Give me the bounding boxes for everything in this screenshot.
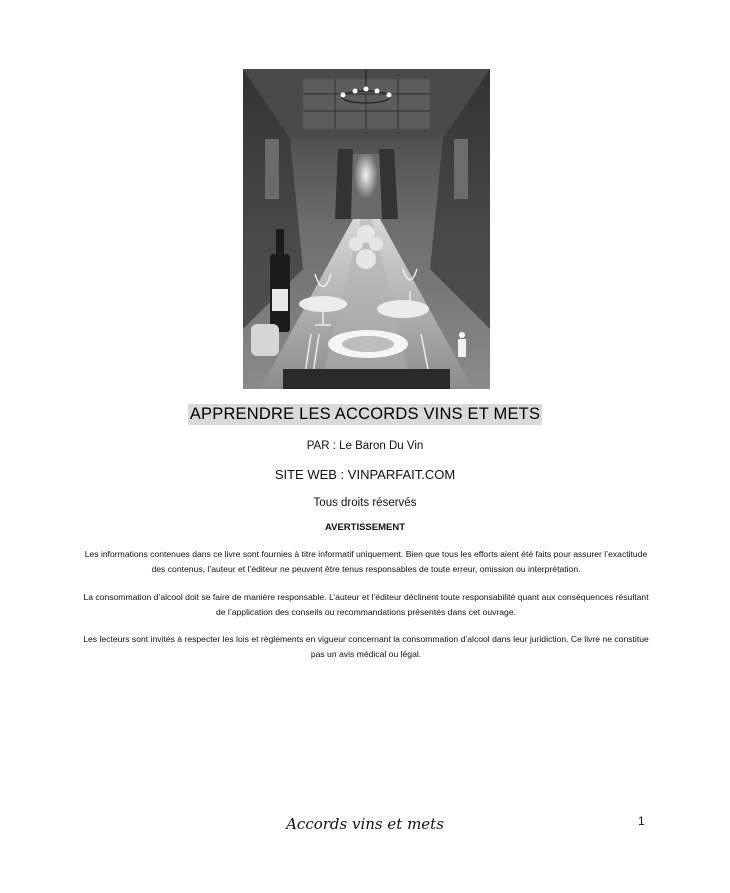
disclaimer-paragraph: La consommation d’alcool doit se faire de manière responsable. L’auteur et l’éditeur déclinent toute responsabilité quant aux conséquences résultant de l’application des conseils ou recommandations présentés dans cet ouvrage. (83, 592, 649, 617)
banquet-table-photo-icon (243, 69, 490, 389)
website-line: SITE WEB : VINPARFAIT.COM (274, 467, 456, 482)
cover-photo (243, 69, 490, 389)
disclaimer-paragraph: Les informations contenues dans ce livre sont fournies à titre informatif uniquement. Bien que tous les efforts aient été faits pour assurer l’exactitude des contenus, l’auteur et l’éditeur ne peuvent être tenus responsables de toute erreur, omission ou interprétation. (84, 549, 648, 574)
author-line: PAR : Le Baron Du Vin (306, 440, 424, 452)
disclaimer-paragraph: Les lecteurs sont invités à respecter les lois et règlements en vigueur concernant la consommation d’alcool dans leur juridiction. Ce livre ne constitue pas un avis médical ou légal. (83, 634, 649, 659)
running-footer-title: Accords vins et mets (286, 815, 444, 833)
book-title: APPRENDRE LES ACCORDS VINS ET METS (189, 405, 541, 423)
disclaimer-heading: AVERTISSEMENT (324, 522, 406, 533)
book-title-block (0, 404, 730, 425)
page-number: 1 (638, 814, 645, 828)
rights-line: Tous droits réservés (313, 497, 417, 509)
